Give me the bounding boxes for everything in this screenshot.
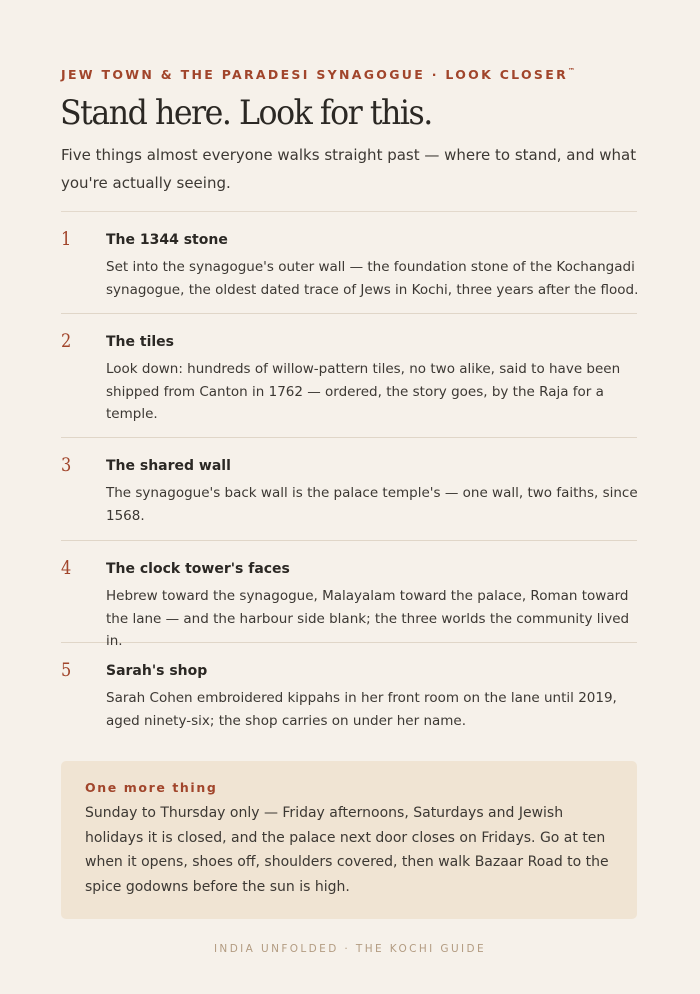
item-number: 2 xyxy=(61,330,72,352)
item-body: Sarah Cohen embroidered kippahs in her front room on the lane until 2019, aged ninety-six; the shop carries on under her name. xyxy=(106,690,617,729)
list-item-4 xyxy=(61,541,637,649)
callout-text: Sunday to Thursday only — Friday afternoons, Saturdays and Jewish holidays it is closed, and the palace next door closes on Fridays. Go at ten when it opens, shoes off, shoulders covered, then walk Bazaar Road to the spice godowns before the sun is high. xyxy=(85,805,609,895)
item-heading: The clock tower's faces xyxy=(106,561,290,577)
item-body: Hebrew toward the synagogue, Malayalam toward the palace, Roman toward the lane — and the harbour side blank; the three worlds the community lived in. xyxy=(106,588,630,649)
item-number: 3 xyxy=(61,454,72,476)
section-eyebrow xyxy=(61,67,575,82)
one-more-thing-callout xyxy=(61,761,637,919)
list-item-1 xyxy=(61,212,637,314)
list-item-5 xyxy=(61,643,637,743)
item-number: 1 xyxy=(61,228,72,250)
look-closer-list xyxy=(61,212,637,743)
eyebrow-text: JEW TOWN & THE PARADESI SYNAGOGUE · LOOK CLOSER xyxy=(61,67,568,82)
item-heading: The shared wall xyxy=(106,458,231,474)
trademark-mark: ™ xyxy=(568,67,575,75)
item-body: The synagogue's back wall is the palace temple's — one wall, two faiths, since 1568. xyxy=(106,485,638,524)
page-title: Stand here. Look for this. xyxy=(60,93,432,133)
item-number: 5 xyxy=(61,659,72,681)
item-heading: The tiles xyxy=(106,334,175,350)
item-body: Set into the synagogue's outer wall — the foundation stone of the Kochangadi synagogue, the oldest dated trace of Jews in Kochi, three years after the flood. xyxy=(106,259,639,298)
item-heading: Sarah's shop xyxy=(106,663,208,679)
item-number: 4 xyxy=(61,557,72,579)
page-subtitle: Five things almost everyone walks straight past — where to stand, and what you're actually seeing. xyxy=(61,146,637,192)
item-heading: The 1344 stone xyxy=(106,232,228,248)
item-body: Look down: hundreds of willow-pattern tiles, no two alike, said to have been shipped from Canton in 1762 — ordered, the story goes, by the Raja for a temple. xyxy=(106,361,621,422)
list-item-2 xyxy=(61,314,637,438)
callout-label: One more thing xyxy=(85,780,218,795)
page-footer: INDIA UNFOLDED · THE KOCHI GUIDE xyxy=(213,943,487,955)
list-item-3 xyxy=(61,438,637,541)
